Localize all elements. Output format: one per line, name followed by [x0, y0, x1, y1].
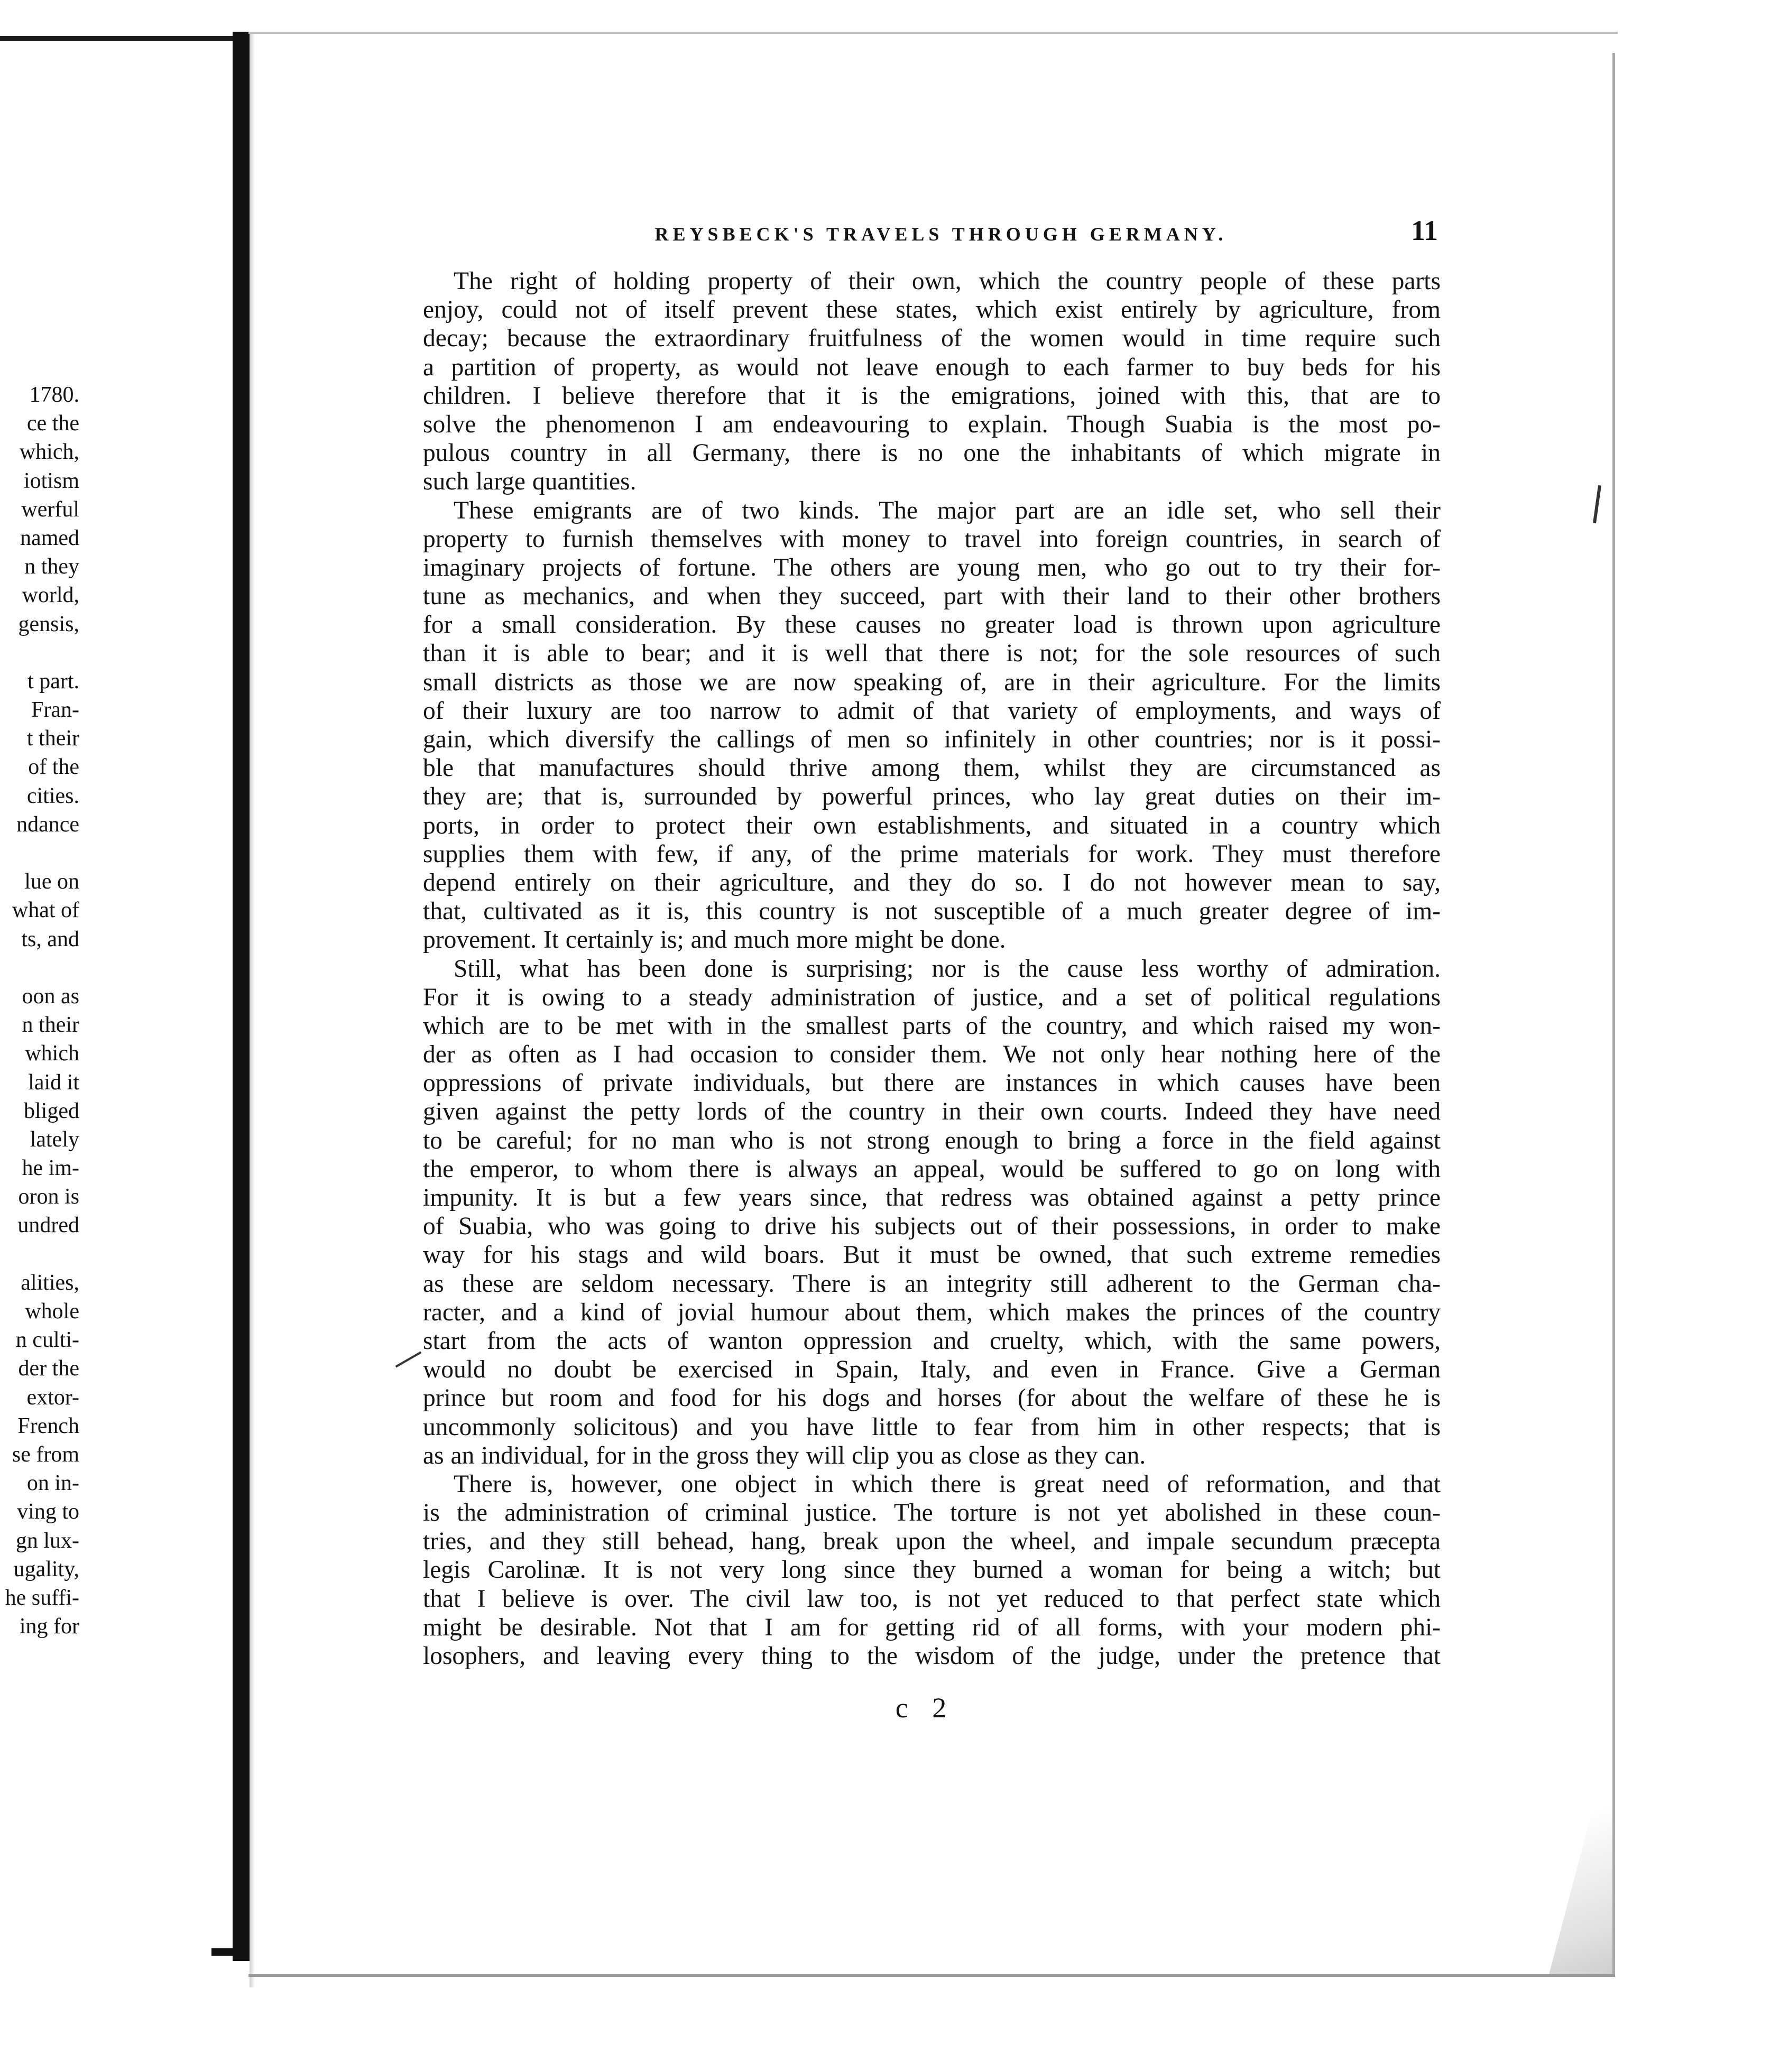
text-line: imaginary projects of fortune. The others are young men, who go out to try their for- — [423, 553, 1441, 581]
left-page-line: n culti- — [15, 1328, 79, 1353]
left-page-line: what of — [12, 898, 79, 923]
page-edge-right — [1612, 53, 1615, 1977]
left-page-line: ts, and — [21, 927, 79, 951]
text-line: the emperor, to whom there is always an appeal, would be suffered to go on long with — [423, 1155, 1441, 1183]
left-page-line: der the — [18, 1356, 79, 1381]
text-line: ports, in order to protect their own establishments, and situated in a country which — [423, 811, 1441, 839]
text-line: property to furnish themselves with money to travel into foreign countries, in search of — [423, 525, 1441, 553]
text-line: These emigrants are of two kinds. The major part are an idle set, who sell their — [454, 496, 1441, 524]
text-line: that, cultivated as it is, this country is not susceptible of a much greater degree of im- — [423, 898, 1441, 926]
left-page-gap — [0, 839, 79, 867]
text-line: of Suabia, who was going to drive his subjects out of their possessions, in order to make — [423, 1213, 1441, 1241]
gutter-bracket — [211, 1924, 243, 1956]
text-line: which are to be met with in the smallest parts of the country, and which raised my won- — [423, 1012, 1441, 1040]
left-page-line: bliged — [24, 1098, 79, 1123]
text-line: as these are seldom necessary. There is an integrity still adherent to the German cha- — [423, 1270, 1441, 1298]
text-line: depend entirely on their agriculture, and they do so. I do not however mean to say, — [423, 868, 1441, 896]
left-page-line: t part. — [27, 669, 79, 693]
text-line: start from the acts of wanton oppression and cruelty, which, with the same powers, — [423, 1327, 1441, 1355]
text-line: they are; that is, surrounded by powerful princes, who lay great duties on their im- — [423, 783, 1441, 811]
page-corner-curl — [1549, 1734, 1612, 1974]
text-line: of their luxury are too narrow to admit of that variety of employments, and ways of — [423, 697, 1441, 725]
left-page-line: whole — [25, 1299, 79, 1324]
signature-mark: c 2 — [895, 1692, 955, 1724]
text-line: ble that manufactures should thrive among them, whilst they are circumstanced as — [423, 754, 1441, 782]
text-line: might be desirable. Not that I am for getting rid of all forms, with your modern phi- — [423, 1613, 1441, 1641]
text-line: would no doubt be exercised in Spain, Italy, and even in France. Give a German — [423, 1356, 1441, 1384]
text-line: for a small consideration. By these causes no greater load is thrown upon agriculture — [423, 611, 1441, 639]
left-page-line: gensis, — [18, 612, 79, 636]
text-line: gain, which diversify the callings of men so infinitely in other countries; nor is it possi- — [423, 726, 1441, 753]
paragraph — [423, 267, 1441, 496]
text-line: that I believe is over. The civil law too, is not yet reduced to that perfect state which — [423, 1585, 1441, 1613]
left-page-line: ing for — [19, 1614, 79, 1639]
left-page-line: French — [17, 1413, 79, 1438]
left-page-line: he im- — [22, 1156, 79, 1181]
left-page-text — [0, 381, 79, 1641]
text-line: provement. It certainly is; and much more might be done. — [423, 926, 1006, 954]
left-page-gap — [0, 1240, 79, 1269]
left-page-line: on in- — [26, 1471, 79, 1496]
text-line: racter, and a kind of jovial humour about them, which makes the princes of the country — [423, 1298, 1441, 1326]
text-line: a partition of property, as would not leave enough to each farmer to buy beds for his — [423, 353, 1441, 381]
text-line: tries, and they still behead, hang, break upon the wheel, and impale secundum præcepta — [423, 1528, 1441, 1556]
text-line: children. I believe therefore that it is the emigrations, joined with this, that are to — [423, 382, 1441, 410]
text-line: supplies them with few, if any, of the prime materials for work. They must therefore — [423, 840, 1441, 868]
left-page-line: gn lux- — [15, 1528, 79, 1553]
left-page-line: n their — [22, 1013, 79, 1038]
left-page-line: n they — [24, 554, 79, 579]
text-line: decay; because the extraordinary fruitfulness of the women would in time require such — [423, 325, 1441, 353]
left-page-line: world, — [22, 583, 79, 608]
text-line: der as often as I had occasion to consider them. We not only hear nothing here of the — [423, 1041, 1441, 1069]
body-text — [423, 267, 1441, 1670]
left-page-line: oron is — [18, 1185, 79, 1209]
text-line: oppressions of private individuals, but there are instances in which causes have been — [423, 1069, 1441, 1097]
left-page-line: Fran- — [31, 698, 79, 723]
left-page-line: laid it — [28, 1070, 79, 1095]
text-line: prince but room and food for his dogs and horses (for about the welfare of these he is — [423, 1384, 1441, 1412]
left-page-line: which, — [19, 440, 79, 465]
text-line: tune as mechanics, and when they succeed, part with their land to their other brothers — [423, 582, 1441, 610]
left-page-line: lue on — [24, 870, 79, 894]
text-line: small districts as those we are now speaking of, are in their agriculture. For the limits — [423, 668, 1441, 696]
text-line: legis Carolinæ. It is not very long since they burned a woman for being a witch; but — [423, 1556, 1441, 1584]
text-line: uncommonly solicitous) and you have little to fear from him in other respects; that is — [423, 1413, 1441, 1441]
paragraph — [423, 1470, 1441, 1670]
text-line: pulous country in all Germany, there is no one the inhabitants of which migrate in — [423, 439, 1441, 467]
text-line: losophers, and leaving every thing to the wisdom of the judge, under the pretence that — [423, 1642, 1441, 1670]
left-page-line: ving to — [17, 1500, 79, 1524]
text-line: to be careful; for no man who is not strong enough to bring a force in the field against — [423, 1126, 1441, 1154]
margin-mark — [395, 1352, 422, 1368]
left-page-line: werful — [21, 497, 79, 522]
text-line: solve the phenomenon I am endeavouring to explain. Though Suabia is the most po- — [423, 410, 1441, 438]
paragraph — [423, 955, 1441, 1470]
book-gutter — [233, 32, 250, 1961]
left-page-line: oon as — [22, 984, 79, 1009]
left-page-line: se from — [12, 1442, 79, 1467]
text-line: way for his stags and wild boars. But it must be owned, that such extreme remedies — [423, 1241, 1441, 1269]
text-line: enjoy, could not of itself prevent these states, which exist entirely by agriculture, from — [423, 296, 1441, 324]
left-page-line: lately — [30, 1127, 79, 1152]
page-edge-top — [248, 32, 1618, 34]
text-line: as an individual, for in the gross they will clip you as close as they can. — [423, 1441, 1146, 1469]
left-page-line: iotism — [23, 468, 79, 493]
left-page-line: he suffi- — [5, 1585, 79, 1610]
left-page-line: undred — [17, 1213, 79, 1238]
left-page-gap — [0, 639, 79, 667]
left-page-line: of the — [28, 755, 79, 780]
left-page-line: 1780. — [29, 383, 79, 407]
text-line: impunity. It is but a few years since, that redress was obtained against a petty prince — [423, 1184, 1441, 1211]
page-edge-bottom — [248, 1974, 1615, 1977]
left-page-line: ugality, — [13, 1557, 79, 1581]
page-shadow — [250, 32, 255, 1987]
left-page-line: ndance — [16, 812, 79, 837]
text-line: There is, however, one object in which there is great need of reformation, and that — [454, 1470, 1441, 1498]
paragraph — [423, 496, 1441, 955]
left-page-gap — [0, 954, 79, 982]
text-line: given against the petty lords of the country in their own courts. Indeed they have need — [423, 1098, 1441, 1126]
left-page-top-rule — [0, 36, 238, 41]
text-line: is the administration of criminal justice. The torture is not yet abolished in these coun- — [423, 1499, 1441, 1527]
text-line: such large quantities. — [423, 468, 637, 496]
text-line: than it is able to bear; and it is well that there is not; for the sole resources of such — [423, 640, 1441, 668]
margin-mark — [1593, 485, 1601, 523]
left-page-line: alities, — [21, 1270, 79, 1295]
left-page-line: which — [25, 1041, 79, 1066]
left-page-line: named — [20, 525, 79, 550]
running-head: REYSBECK'S TRAVELS THROUGH GERMANY. — [654, 224, 1228, 245]
left-page-line: t their — [26, 726, 79, 751]
page-number: 11 — [1410, 215, 1438, 246]
text-line: Still, what has been done is surprising; nor is the cause less worthy of admiration. — [454, 955, 1441, 983]
text-line: For it is owing to a steady administration of justice, and a set of political regulations — [423, 983, 1441, 1011]
left-page-fragment — [0, 0, 238, 2072]
left-page-line: cities. — [26, 783, 79, 808]
text-line: The right of holding property of their own, which the country people of these parts — [454, 267, 1441, 295]
left-page-line: extor- — [26, 1385, 79, 1410]
left-page-line: ce the — [26, 411, 79, 436]
